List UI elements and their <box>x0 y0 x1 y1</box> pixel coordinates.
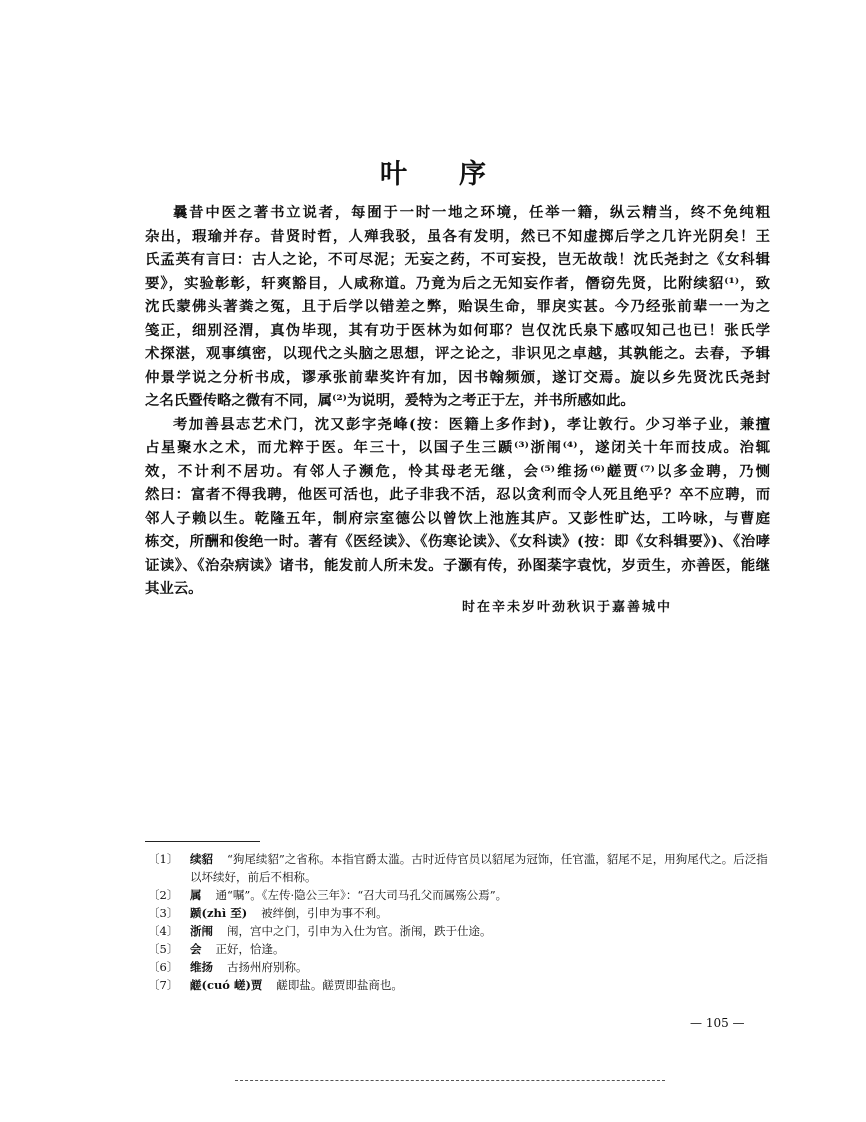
footnote-term: 续貂 <box>190 852 213 866</box>
footnote-text: 被绊倒，引申为事不利。 <box>261 906 388 920</box>
text-line: 然曰：富者不得我聘，他医可活也，此子非我不活，忍以贪利而令人死且绝乎？卒不应聘，而 <box>145 486 770 503</box>
footnote <box>148 904 778 922</box>
paragraph-2 <box>145 413 770 601</box>
footnotes <box>148 850 778 994</box>
text-line: 效，不计利不居功。有邻人子濒危，怜其母老无继，会⁽⁵⁾维扬⁽⁶⁾鹾贾⁽⁷⁾以多金聘，乃恻 <box>145 462 770 480</box>
footnote <box>148 886 778 904</box>
footnote <box>148 958 778 976</box>
footnote <box>148 976 778 994</box>
footnote-text: 古扬州府别称。 <box>227 960 308 974</box>
text-line: 杂出，瑕瑜并存。昔贤时哲，人殚我驳，虽各有发明，然已不知虚掷后学之几许光阴矣！王 <box>145 227 770 245</box>
footnote-text: “狗尾续貂”之省称。本指官爵太滥。古时近侍官员以貂尾为冠饰，任官滥，貂尾不足，用狗尾代之。后泛指以坏续好，前后不相称。 <box>190 852 768 884</box>
footnote-number: 〔3〕 <box>148 906 179 920</box>
footnote-term: 鹾(cuó 嵯)贾 <box>190 978 263 992</box>
signature: 时在辛未岁叶劲秋识于嘉善城中 <box>462 600 673 615</box>
text-line: 氏孟英有言曰：古人之论，不可尽泥；无妄之药，不可妄投，岂无故哉！沈氏尧封之《女科辑 <box>145 251 770 268</box>
text-line: 仲景学说之分析书成，谬承张前辈奖许有加，因书翰频颁，遂订交焉。旋以乡先贤沈氏尧封 <box>145 368 770 386</box>
footnote-text: 正好，恰逢。 <box>215 942 285 956</box>
footnote-term: 浙闱 <box>190 924 213 938</box>
text-line: 沈氏蒙佛头著粪之冤，且于后学以错差之弊，贻误生命，罪戾实甚。今乃经张前辈一一为之 <box>145 298 770 315</box>
text-line: 其业云。 <box>145 580 203 597</box>
text-line: 考加善县志艺术门，沈又彭字尧峰(按：医籍上多作封)，孝让敦行。少习举子业，兼擅 <box>173 415 770 433</box>
footnote <box>148 922 778 940</box>
page-number: — 105 — <box>690 1016 745 1030</box>
text-line: 证读》、《治杂病读》诸书，能发前人所未发。子灏有传，孙图棻字袁忱，岁贡生，亦善医，能继 <box>145 556 770 574</box>
text-line: 占星聚水之术，而尤粹于医。年三十，以国子生三踬⁽³⁾浙闱⁽⁴⁾，遂闭关十年而技成。治辄 <box>145 439 770 456</box>
paragraph-1 <box>145 201 770 413</box>
preface-body <box>145 201 770 601</box>
footnote-number: 〔1〕 <box>148 852 179 866</box>
footnote-text: 鹾即盐。鹾贾即盐商也。 <box>276 978 403 992</box>
footnote-body <box>190 850 778 886</box>
text-line: 术探湛，观事缜密，以现代之头脑之思想，评之论之，非识见之卓越，其孰能之。去春，予辑 <box>145 345 770 362</box>
footnote-term: 会 <box>190 942 202 956</box>
footnote-number: 〔2〕 <box>148 888 179 902</box>
page-title: 叶序 <box>380 159 538 190</box>
footnote <box>148 850 778 886</box>
footnote <box>148 940 778 958</box>
scan-edge-line <box>235 1080 665 1081</box>
text-line: 要》，实验彰彰，轩爽豁目，人咸称道。乃竟为后之无知妄作者，僭窃先贤，比附续貂⁽¹⁾，致 <box>145 274 770 292</box>
footnote-text: 通“嘱”。《左传·隐公三年》：“召大司马孔父而属殇公焉”。 <box>215 888 508 902</box>
footnote-number: 〔5〕 <box>148 942 179 956</box>
footnote-number: 〔4〕 <box>148 924 179 938</box>
footnote-number: 〔6〕 <box>148 960 179 974</box>
text-line: 笺正，细别泾渭，真伪毕现，其有功于医林为如何耶？岂仅沈氏泉下感叹知己也已！张氏学 <box>145 321 770 339</box>
text-line: 之名氏暨传略之微有不同，属⁽²⁾为说明，爰特为之考正于左，并书所感如此。 <box>145 392 635 409</box>
text-line: 邻人子赖以生。乾隆五年，制府宗室德公以曾饮上池旌其庐。又彭性旷达，工吟咏，与曹庭 <box>145 509 770 527</box>
footnote-divider <box>145 841 260 842</box>
text-line: 曩昔中医之著书立说者，每囿于一时一地之环境，任举一籍，纵云精当，终不免纯粗 <box>173 204 770 221</box>
text-line: 栋交，所酬和俊绝一时。著有《医经读》、《伤寒论读》、《女科读》(按：即《女科辑要》)、《治哮 <box>145 533 770 550</box>
footnote-term: 属 <box>190 888 202 902</box>
footnote-number: 〔7〕 <box>148 978 179 992</box>
footnote-text: 闱，宫中之门，引申为入仕为官。浙闱，跌于仕途。 <box>227 924 492 938</box>
footnote-term: 维扬 <box>190 960 213 974</box>
footnote-term: 踬(zhì 至) <box>190 906 248 920</box>
